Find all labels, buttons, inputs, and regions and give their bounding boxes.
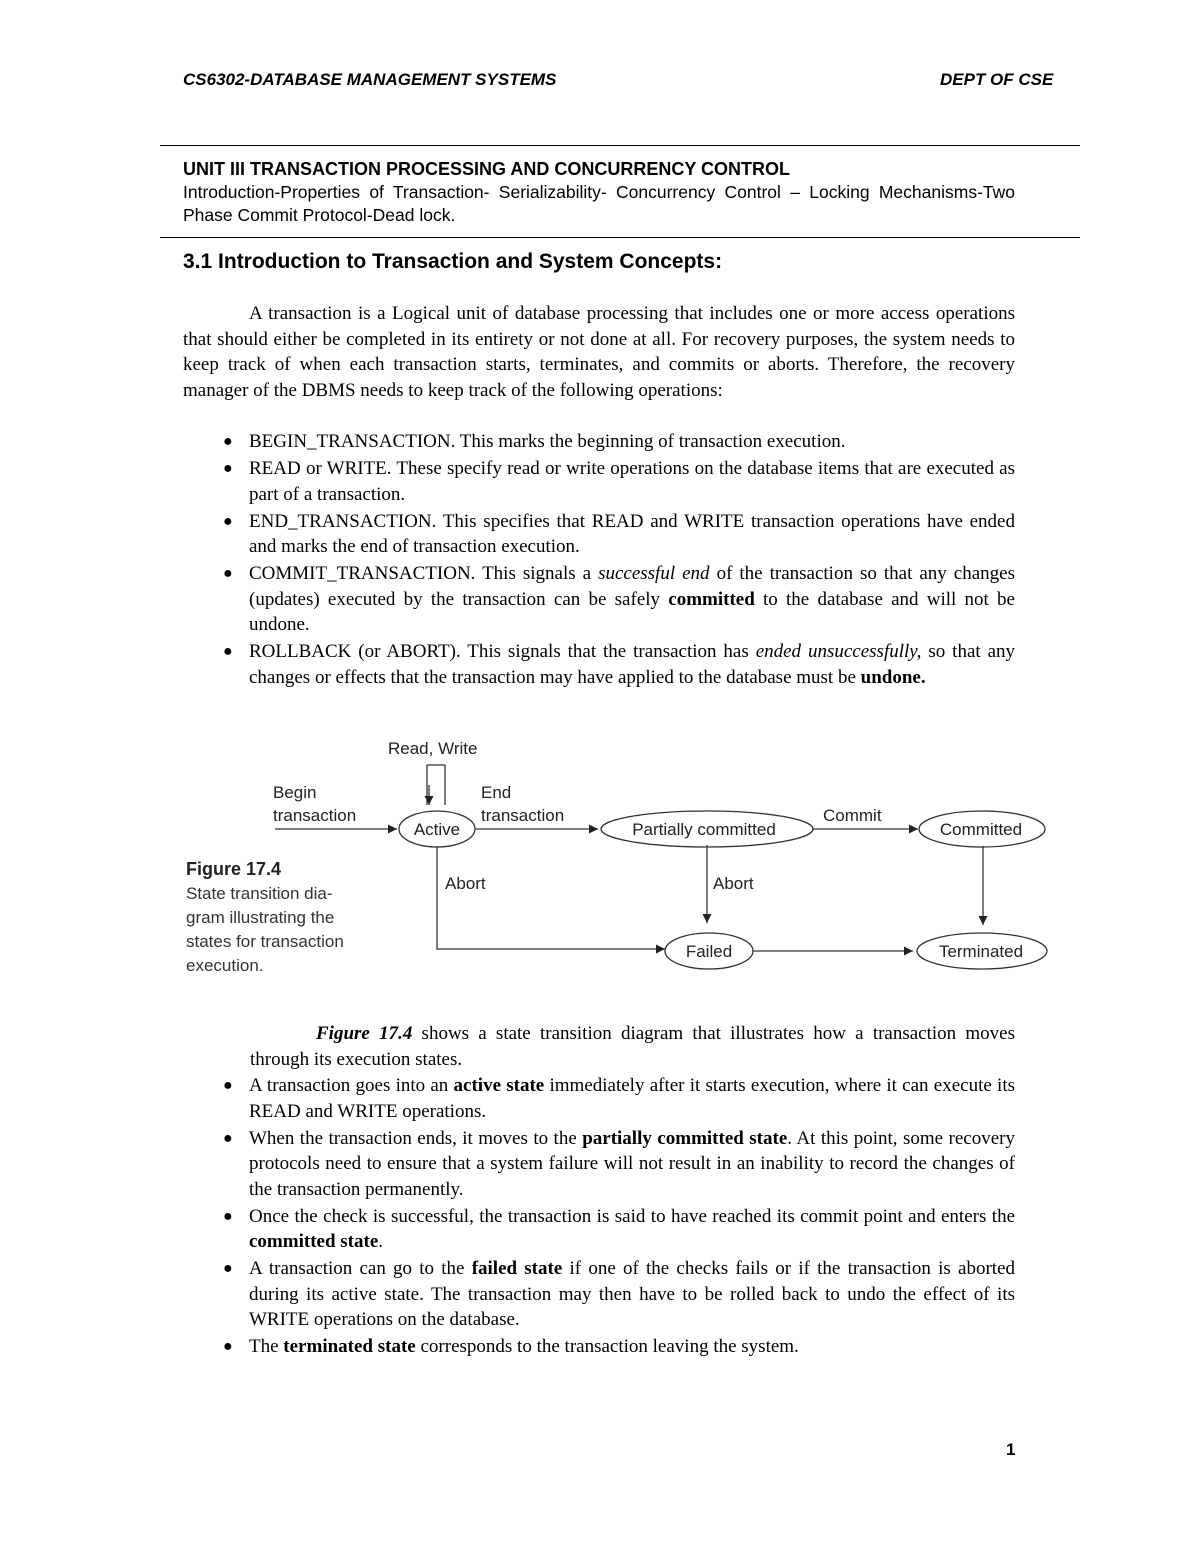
bullet-icon: ● <box>223 1207 233 1225</box>
abort-label-active: Abort <box>445 874 486 893</box>
list-item: ● END_TRANSACTION. This specifies that READ and WRITE transaction operations have ended and marks the end of transaction execution. <box>223 510 1015 557</box>
list-item: ● Once the check is successful, the transaction is said to have reached its commit point and enters the committed state. <box>223 1205 1015 1252</box>
section-title: 3.1 Introduction to Transaction and System Concepts: <box>183 250 723 273</box>
begin-label: Begin <box>273 783 317 802</box>
unit-title: UNIT III TRANSACTION PROCESSING AND CONCURRENCY CONTROL <box>183 159 791 179</box>
bullet-icon: ● <box>223 1260 233 1277</box>
state-partially-committed-label: Partially committed <box>632 820 776 839</box>
bullet-icon: ● <box>223 1077 233 1094</box>
unit-description: Introduction-Properties of Transaction- Serializability- Concurrency Control – Locking Mechanisms-Two Phase Commit Protocol-Dead lock. <box>183 182 1015 225</box>
list-item: ● READ or WRITE. These specify read or write operations on the database items that are executed as part of a transaction. <box>223 458 1015 505</box>
figure-description: Figure 17.4 shows a state transition diagram that illustrates how a transaction moves through its execution states. <box>250 1023 1015 1070</box>
list-item: ● A transaction can go to the failed state if one of the checks fails or if the transaction is aborted during its active state. The transaction may then have to be rolled back to undo the effect of its WRITE operations on the database. <box>223 1258 1015 1330</box>
page-number: 1 <box>1006 1440 1016 1459</box>
state-transition-diagram <box>0 725 1200 995</box>
bottom-rule <box>160 237 1080 238</box>
list-item: ● ROLLBACK (or ABORT). This signals that the transaction has ended unsuccessfully, so that any changes or effects that the transaction may have applied to the database must be undone. <box>223 641 1016 688</box>
read-write-label: Read, Write <box>388 739 478 758</box>
state-terminated-label: Terminated <box>938 942 1024 961</box>
states-list <box>183 1073 1015 1361</box>
figure-reference: Figure 17.4 <box>316 1023 413 1044</box>
intro-paragraph: A transaction is a Logical unit of database processing that includes one or more access operations that should either be completed in its entirety or not done at all. For recovery purposes, the system needs to keep track of when each transaction starts, terminates, and commits or aborts. Therefore, the recovery manager of the DBMS needs to keep track of the following operations: <box>183 303 1015 401</box>
list-item: ● The terminated state corresponds to the transaction leaving the system. <box>183 1334 1015 1360</box>
figure-caption-line: states for transaction <box>186 932 344 951</box>
end-label: End <box>481 783 512 802</box>
figure-caption-line: State transition dia- <box>186 884 333 903</box>
list-item: ● BEGIN_TRANSACTION. This marks the beginning of transaction execution. <box>183 429 1015 455</box>
bullet-icon: ● <box>223 1338 233 1355</box>
list-item: ● COMMIT_TRANSACTION. This signals a successful end of the transaction so that any changes (updates) executed by the transaction can be safely committed to the database and will not be undone. <box>223 563 1015 635</box>
commit-label: Commit <box>823 806 882 825</box>
operations-list <box>183 429 1015 692</box>
bullet-icon: ● <box>223 643 233 660</box>
header-course: CS6302-DATABASE MANAGEMENT SYSTEMS <box>183 70 557 89</box>
header-dept: DEPT OF CSE <box>940 70 1054 89</box>
bullet-icon: ● <box>223 1129 233 1147</box>
bullet-icon: ● <box>223 512 233 530</box>
figure-caption-title: Figure 17.4 <box>186 859 282 879</box>
abort-label-partial: Abort <box>713 874 754 893</box>
top-rule <box>160 145 1080 146</box>
abort-arrow-active <box>437 846 665 949</box>
bullet-icon: ● <box>223 433 233 450</box>
figure-caption-line: execution. <box>186 956 264 975</box>
state-committed-label: Committed <box>939 820 1023 839</box>
list-item: ● A transaction goes into an active state immediately after it starts execution, where it can execute its READ and WRITE operations. <box>223 1075 1015 1122</box>
bullet-icon: ● <box>223 565 233 582</box>
begin-label-2: transaction <box>273 806 357 825</box>
list-item: ● When the transaction ends, it moves to the partially committed state. At this point, some recovery protocols need to ensure that a system failure will not result in an inability to record the changes of the transaction permanently. <box>223 1127 1015 1200</box>
end-label-2: transaction <box>481 806 565 825</box>
bullet-icon: ● <box>223 460 233 477</box>
state-failed-label: Failed <box>685 942 733 961</box>
figure-caption-line: gram illustrating the <box>186 908 335 927</box>
state-active-label: Active <box>413 820 461 839</box>
